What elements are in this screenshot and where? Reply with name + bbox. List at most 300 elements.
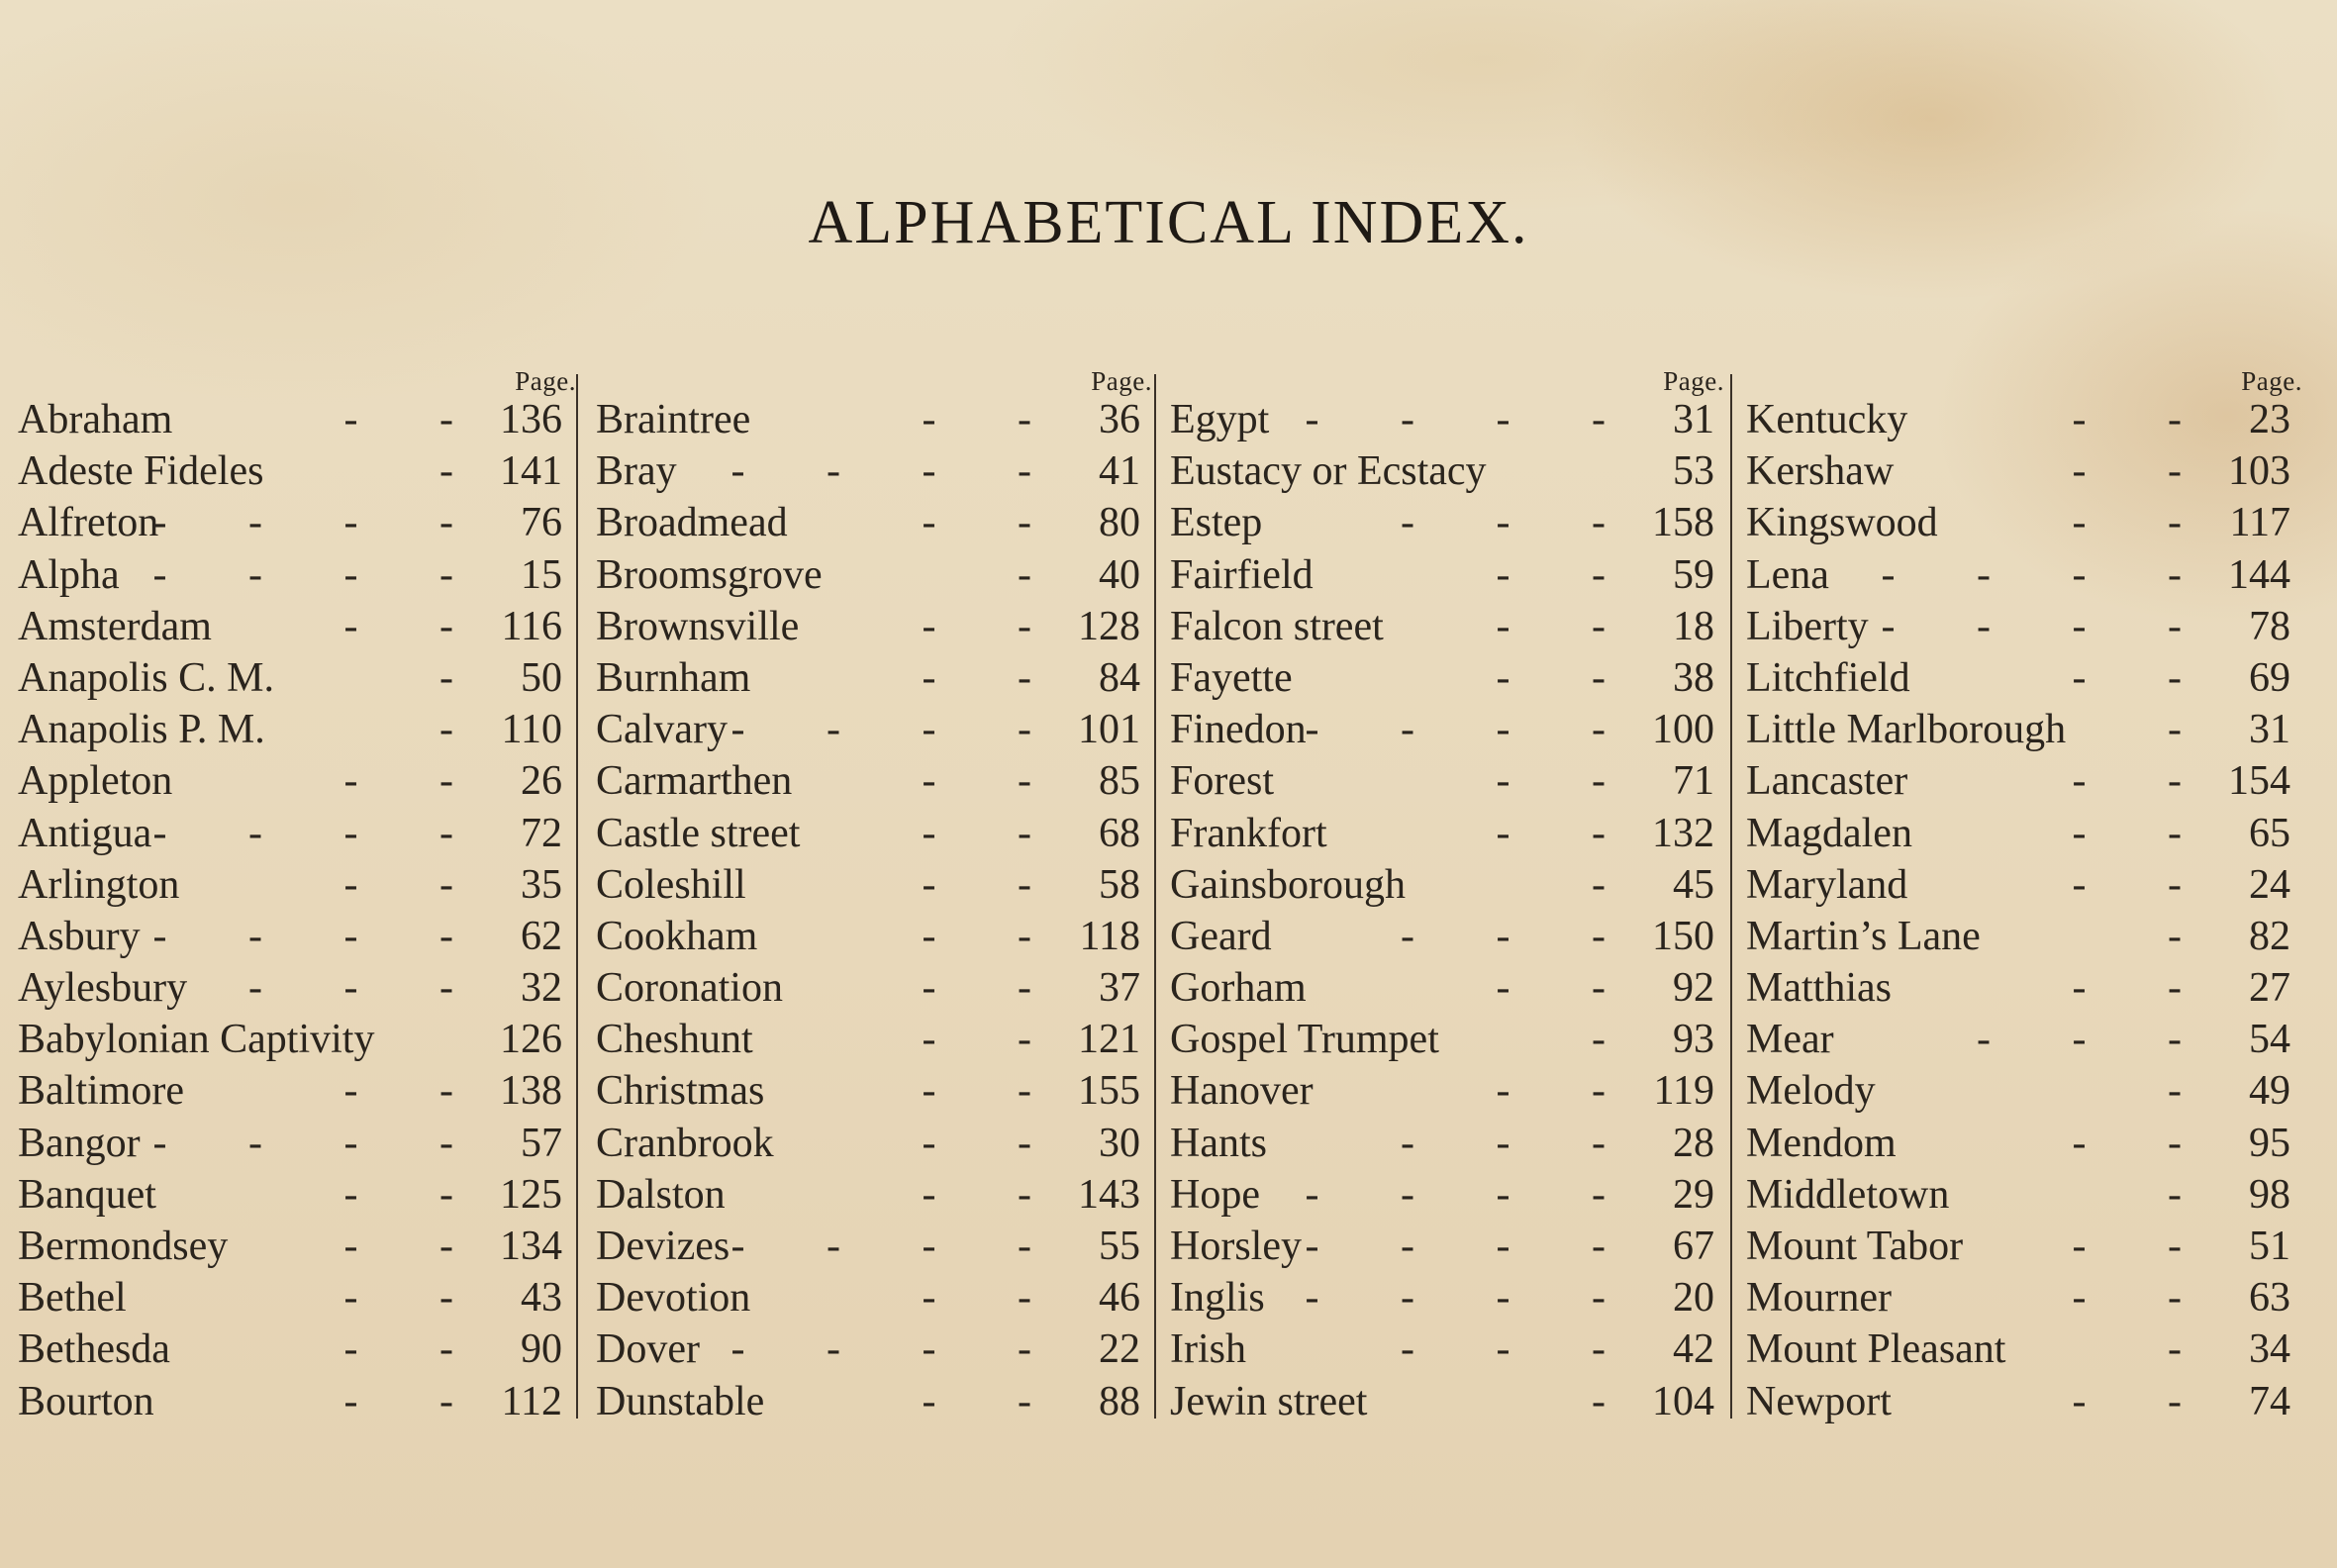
index-entry — [1170, 394, 1720, 445]
entry-page-number: 55 — [1099, 1224, 1140, 1269]
entry-name: Calvary — [596, 707, 728, 753]
index-entry — [18, 652, 568, 704]
index-entry — [1746, 808, 2296, 859]
entry-name: Little Marlborough — [1746, 707, 2067, 753]
index-entry — [1170, 1065, 1720, 1117]
leader-dashes: - - - - — [1305, 397, 1641, 442]
entry-name: Bangor — [18, 1120, 141, 1166]
leader-dashes: - - — [922, 1068, 1067, 1115]
entry-name: Forest — [1170, 758, 1274, 805]
entry-name: Antigua — [18, 810, 152, 856]
leader-dashes: - - - — [1401, 1120, 1641, 1166]
leader-dashes: - - — [2072, 1120, 2217, 1166]
entry-page-number: 67 — [1673, 1224, 1714, 1269]
entry-page-number: 117 — [2229, 500, 2290, 546]
page-title: ALPHABETICAL INDEX. — [808, 189, 1529, 256]
entry-page-number: 76 — [521, 500, 562, 546]
leader-dashes: - - - - — [730, 1326, 1067, 1373]
entry-name: Christmas — [596, 1068, 765, 1115]
entry-name: Mourner — [1746, 1275, 1892, 1322]
index-entry — [596, 497, 1146, 548]
index-entry — [1746, 755, 2296, 807]
entry-page-number: 95 — [2249, 1120, 2290, 1166]
entry-name: Devizes — [596, 1224, 730, 1269]
entry-name: Newport — [1746, 1378, 1892, 1424]
entry-name: Appleton — [18, 758, 173, 805]
entry-page-number: 42 — [1673, 1326, 1714, 1373]
leader-dashes: - — [1592, 1378, 1641, 1424]
entry-page-number: 128 — [1078, 603, 1140, 649]
entry-page-number: 88 — [1099, 1378, 1140, 1424]
leader-dashes: - — [2168, 1171, 2217, 1218]
column-divider — [576, 374, 578, 1419]
index-entry — [1170, 962, 1720, 1014]
index-entry — [18, 1014, 568, 1065]
entry-page-number: 24 — [2249, 861, 2290, 908]
leader-dashes: - - — [922, 913, 1067, 959]
entry-name: Gorham — [1170, 965, 1307, 1012]
entry-page-number: 136 — [500, 397, 562, 442]
entry-page-number: 158 — [1652, 500, 1714, 546]
index-entry — [1170, 808, 1720, 859]
leader-dashes: - - — [343, 1224, 489, 1269]
index-entry — [596, 808, 1146, 859]
entry-name: Coleshill — [596, 861, 746, 908]
index-entry — [18, 962, 568, 1014]
entry-name: Estep — [1170, 500, 1263, 546]
entry-name: Fairfield — [1170, 551, 1314, 598]
entry-page-number: 37 — [1099, 965, 1140, 1012]
index-entry — [596, 911, 1146, 962]
entry-page-number: 118 — [1079, 913, 1140, 959]
entry-name: Mendom — [1746, 1120, 1897, 1166]
page-column-header: Page. — [515, 366, 576, 396]
index-entry — [18, 497, 568, 548]
entry-page-number: 92 — [1673, 965, 1714, 1012]
entry-name: Anapolis C. M. — [18, 654, 275, 701]
leader-dashes: - - - - — [1305, 1275, 1641, 1322]
index-entry — [18, 1323, 568, 1375]
index-entry — [1746, 1272, 2296, 1323]
entry-page-number: 34 — [2249, 1326, 2290, 1373]
entry-page-number: 82 — [2249, 913, 2290, 959]
index-entry — [1170, 755, 1720, 807]
entry-page-number: 41 — [1099, 448, 1140, 495]
leader-dashes: - - — [343, 1326, 489, 1373]
entry-page-number: 93 — [1673, 1017, 1714, 1063]
index-entry — [596, 1323, 1146, 1375]
entry-page-number: 119 — [1653, 1068, 1714, 1115]
entry-name: Horsley — [1170, 1224, 1302, 1269]
leader-dashes: - - — [1496, 603, 1641, 649]
entry-page-number: 18 — [1673, 603, 1714, 649]
leader-dashes: - - — [922, 1378, 1067, 1424]
leader-dashes: - - - — [1401, 913, 1641, 959]
entry-name: Finedon — [1170, 707, 1307, 753]
index-entry — [596, 704, 1146, 755]
leader-dashes: - - - — [1401, 500, 1641, 546]
leader-dashes: - - — [343, 1171, 489, 1218]
entry-page-number: 35 — [521, 861, 562, 908]
entry-page-number: 54 — [2249, 1017, 2290, 1063]
entry-page-number: 46 — [1099, 1275, 1140, 1322]
entry-page-number: 20 — [1673, 1275, 1714, 1322]
entry-page-number: 104 — [1652, 1378, 1714, 1424]
entry-page-number: 22 — [1099, 1326, 1140, 1373]
index-entry — [596, 445, 1146, 497]
index-entry — [18, 1065, 568, 1117]
entry-name: Kentucky — [1746, 397, 1908, 442]
entry-name: Mount Pleasant — [1746, 1326, 2006, 1373]
entry-page-number: 143 — [1078, 1171, 1140, 1218]
entry-name: Egypt — [1170, 397, 1270, 442]
index-entry — [18, 394, 568, 445]
entry-page-number: 84 — [1099, 654, 1140, 701]
leader-dashes: - - — [1496, 810, 1641, 856]
entry-name: Cookham — [596, 913, 758, 959]
entry-page-number: 121 — [1078, 1017, 1140, 1063]
entry-page-number: 50 — [521, 654, 562, 701]
entry-name: Braintree — [596, 397, 751, 442]
index-entry — [18, 859, 568, 911]
entry-name: Banquet — [18, 1171, 156, 1218]
entry-name: Dalston — [596, 1171, 726, 1218]
leader-dashes: - - — [922, 810, 1067, 856]
leader-dashes: - - - — [1401, 1326, 1641, 1373]
index-entry — [1170, 911, 1720, 962]
entry-page-number: 141 — [500, 448, 562, 495]
leader-dashes: - - — [922, 397, 1067, 442]
index-entry — [18, 911, 568, 962]
leader-dashes: - - — [2072, 448, 2217, 495]
leader-dashes: - — [2168, 1068, 2217, 1115]
index-entry — [1170, 497, 1720, 548]
leader-dashes: - - — [922, 1171, 1067, 1218]
entry-name: Kingswood — [1746, 500, 1938, 546]
entry-page-number: 72 — [521, 810, 562, 856]
entry-page-number: 100 — [1652, 707, 1714, 753]
leader-dashes: - - — [1496, 758, 1641, 805]
entry-name: Geard — [1170, 913, 1272, 959]
entry-page-number: 32 — [521, 965, 562, 1012]
entry-name: Inglis — [1170, 1275, 1265, 1322]
index-entry — [596, 1118, 1146, 1169]
index-entry — [596, 859, 1146, 911]
entry-page-number: 49 — [2249, 1068, 2290, 1115]
entry-page-number: 98 — [2249, 1171, 2290, 1218]
entry-page-number: 126 — [500, 1017, 562, 1063]
leader-dashes: - - — [1496, 551, 1641, 598]
leader-dashes: - - — [2072, 810, 2217, 856]
index-entry — [596, 962, 1146, 1014]
leader-dashes: - - — [1496, 965, 1641, 1012]
leader-dashes: - - — [922, 1275, 1067, 1322]
entry-page-number: 103 — [2228, 448, 2290, 495]
entry-name: Castle street — [596, 810, 801, 856]
leader-dashes: - - - — [1977, 1017, 2217, 1063]
index-entry — [1746, 652, 2296, 704]
index-entry — [596, 601, 1146, 652]
leader-dashes: - - — [2072, 758, 2217, 805]
index-entry — [18, 755, 568, 807]
column-divider — [1730, 374, 1732, 1419]
index-entry — [18, 549, 568, 601]
index-entry — [1746, 1118, 2296, 1169]
index-entry — [596, 549, 1146, 601]
index-entry — [18, 601, 568, 652]
index-entry — [1746, 1169, 2296, 1221]
entry-name: Matthias — [1746, 965, 1892, 1012]
leader-dashes: - — [1592, 1017, 1641, 1063]
leader-dashes: - - — [1496, 654, 1641, 701]
entry-name: Cheshunt — [596, 1017, 753, 1063]
page-column-header: Page. — [2241, 366, 2302, 396]
index-entry — [1170, 1323, 1720, 1375]
entry-name: Middletown — [1746, 1171, 1950, 1218]
index-entry — [1746, 1014, 2296, 1065]
entry-page-number: 59 — [1673, 551, 1714, 598]
index-entry — [1746, 1376, 2296, 1427]
index-entry — [1170, 1169, 1720, 1221]
entry-name: Litchfield — [1746, 654, 1910, 701]
leader-dashes: - — [2168, 707, 2217, 753]
entry-page-number: 23 — [2249, 397, 2290, 442]
leader-dashes: - - — [2072, 965, 2217, 1012]
entry-name: Carmarthen — [596, 758, 793, 805]
entry-name: Bethesda — [18, 1326, 170, 1373]
leader-dashes: - - - - — [730, 707, 1067, 753]
index-entry — [1170, 601, 1720, 652]
entry-page-number: 38 — [1673, 654, 1714, 701]
entry-page-number: 31 — [2249, 707, 2290, 753]
entry-page-number: 125 — [500, 1171, 562, 1218]
entry-name: Bourton — [18, 1378, 154, 1424]
entry-name: Broadmead — [596, 500, 788, 546]
column-divider — [1154, 374, 1156, 1419]
index-entry — [1170, 1118, 1720, 1169]
entry-page-number: 112 — [501, 1378, 562, 1424]
index-entry — [1746, 549, 2296, 601]
entry-name: Broomsgrove — [596, 551, 823, 598]
page-column-header: Page. — [1663, 366, 1724, 396]
index-entry — [1746, 911, 2296, 962]
leader-dashes: - - — [2072, 1378, 2217, 1424]
entry-page-number: 74 — [2249, 1378, 2290, 1424]
entry-name: Maryland — [1746, 861, 1908, 908]
entry-name: Abraham — [18, 397, 173, 442]
leader-dashes: - - — [1496, 1068, 1641, 1115]
page-column-header: Page. — [1091, 366, 1152, 396]
entry-name: Hope — [1170, 1171, 1260, 1218]
entry-name: Bermondsey — [18, 1224, 229, 1269]
entry-name: Hanover — [1170, 1068, 1314, 1115]
leader-dashes: - - — [343, 1378, 489, 1424]
entry-page-number: 29 — [1673, 1171, 1714, 1218]
entry-page-number: 36 — [1099, 397, 1140, 442]
leader-dashes: - - - - — [152, 500, 489, 546]
entry-page-number: 85 — [1099, 758, 1140, 805]
entry-page-number: 15 — [521, 551, 562, 598]
entry-name: Asbury — [18, 913, 141, 959]
index-entry — [1746, 445, 2296, 497]
entry-page-number: 40 — [1099, 551, 1140, 598]
index-entry — [596, 394, 1146, 445]
leader-dashes: - - - - — [152, 810, 489, 856]
leader-dashes: - - - - — [1305, 1224, 1641, 1269]
entry-name: Kershaw — [1746, 448, 1895, 495]
leader-dashes: - - — [922, 861, 1067, 908]
index-entry — [18, 1272, 568, 1323]
leader-dashes: - - — [343, 1275, 489, 1322]
leader-dashes: - - — [2072, 500, 2217, 546]
index-entry — [1746, 497, 2296, 548]
entry-name: Eustacy or Ecstacy — [1170, 448, 1487, 495]
index-entry — [1746, 859, 2296, 911]
entry-name: Brownsville — [596, 603, 800, 649]
leader-dashes: - - - - — [152, 913, 489, 959]
entry-page-number: 154 — [2228, 758, 2290, 805]
index-entry — [1170, 859, 1720, 911]
index-entry — [1170, 1376, 1720, 1427]
entry-page-number: 26 — [521, 758, 562, 805]
index-entry — [18, 808, 568, 859]
entry-name: Jewin street — [1170, 1378, 1368, 1424]
entry-page-number: 27 — [2249, 965, 2290, 1012]
entry-name: Bethel — [18, 1275, 127, 1322]
entry-name: Anapolis P. M. — [18, 707, 265, 753]
entry-name: Lena — [1746, 551, 1829, 598]
entry-name: Lancaster — [1746, 758, 1908, 805]
leader-dashes: - — [1018, 551, 1067, 598]
entry-page-number: 71 — [1673, 758, 1714, 805]
entry-name: Bray — [596, 448, 677, 495]
entry-page-number: 78 — [2249, 603, 2290, 649]
index-entry — [1746, 1065, 2296, 1117]
entry-name: Aylesbury — [18, 965, 188, 1012]
index-entry — [596, 1169, 1146, 1221]
entry-page-number: 144 — [2228, 551, 2290, 598]
entry-page-number: 65 — [2249, 810, 2290, 856]
index-entry — [1170, 1014, 1720, 1065]
index-entry — [596, 1272, 1146, 1323]
leader-dashes: - - — [343, 603, 489, 649]
leader-dashes: - - - - — [730, 1224, 1067, 1269]
leader-dashes: - - — [2072, 1275, 2217, 1322]
index-entry — [1170, 549, 1720, 601]
entry-name: Gospel Trumpet — [1170, 1017, 1439, 1063]
entry-page-number: 43 — [521, 1275, 562, 1322]
leader-dashes: - - — [343, 1068, 489, 1115]
entry-page-number: 57 — [521, 1120, 562, 1166]
entry-name: Burnham — [596, 654, 751, 701]
entry-name: Amsterdam — [18, 603, 212, 649]
entry-name: Dover — [596, 1326, 700, 1373]
index-entry — [18, 1169, 568, 1221]
index-entry — [596, 652, 1146, 704]
index-entry — [1170, 652, 1720, 704]
entry-name: Alpha — [18, 551, 120, 598]
entry-name: Dunstable — [596, 1378, 765, 1424]
leader-dashes: - - - - — [152, 1120, 489, 1166]
entry-name: Gainsborough — [1170, 861, 1406, 908]
index-entry — [596, 1014, 1146, 1065]
entry-name: Babylonian Captivity — [18, 1017, 375, 1063]
entry-name: Coronation — [596, 965, 783, 1012]
index-entry — [18, 1118, 568, 1169]
leader-dashes: - - - - — [1881, 603, 2217, 649]
leader-dashes: - — [439, 654, 489, 701]
leader-dashes: - — [1592, 861, 1641, 908]
entry-page-number: 132 — [1652, 810, 1714, 856]
index-entry — [1170, 1272, 1720, 1323]
leader-dashes: - - — [2072, 1224, 2217, 1269]
leader-dashes: - - — [922, 965, 1067, 1012]
index-list — [596, 394, 1146, 1427]
index-entry — [1746, 1323, 2296, 1375]
leader-dashes: - - — [922, 654, 1067, 701]
index-entry — [1746, 601, 2296, 652]
index-entry — [1746, 962, 2296, 1014]
index-entry — [1746, 1221, 2296, 1272]
entry-name: Frankfort — [1170, 810, 1327, 856]
index-entry — [18, 1221, 568, 1272]
leader-dashes: - - - — [248, 965, 489, 1012]
leader-dashes: - - — [922, 500, 1067, 546]
index-entry — [596, 1376, 1146, 1427]
entry-page-number: 138 — [500, 1068, 562, 1115]
entry-page-number: 69 — [2249, 654, 2290, 701]
index-entry — [596, 1221, 1146, 1272]
entry-name: Mount Tabor — [1746, 1224, 1964, 1269]
leader-dashes: - — [439, 448, 489, 495]
leader-dashes: - - — [922, 1120, 1067, 1166]
entry-name: Arlington — [18, 861, 180, 908]
entry-page-number: 63 — [2249, 1275, 2290, 1322]
index-entry — [1746, 704, 2296, 755]
leader-dashes: - — [439, 707, 489, 753]
entry-page-number: 110 — [501, 707, 562, 753]
entry-page-number: 90 — [521, 1326, 562, 1373]
index-entry — [1170, 704, 1720, 755]
leader-dashes: - - - - — [730, 448, 1067, 495]
entry-page-number: 58 — [1099, 861, 1140, 908]
entry-page-number: 31 — [1673, 397, 1714, 442]
leader-dashes: - - — [343, 397, 489, 442]
entry-page-number: 80 — [1099, 500, 1140, 546]
index-entry — [1170, 1221, 1720, 1272]
entry-name: Falcon street — [1170, 603, 1384, 649]
leader-dashes: - - — [343, 758, 489, 805]
entry-name: Martin’s Lane — [1746, 913, 1981, 959]
leader-dashes: - - — [922, 603, 1067, 649]
entry-name: Devotion — [596, 1275, 751, 1322]
leader-dashes: - - - - — [1305, 1171, 1641, 1218]
entry-page-number: 116 — [501, 603, 562, 649]
entry-name: Magdalen — [1746, 810, 1912, 856]
leader-dashes: - - — [2072, 654, 2217, 701]
entry-name: Cranbrook — [596, 1120, 774, 1166]
entry-name: Irish — [1170, 1326, 1246, 1373]
entry-page-number: 150 — [1652, 913, 1714, 959]
index-entry — [18, 445, 568, 497]
entry-name: Melody — [1746, 1068, 1876, 1115]
entry-page-number: 155 — [1078, 1068, 1140, 1115]
index-entry — [1170, 445, 1720, 497]
entry-page-number: 134 — [500, 1224, 562, 1269]
entry-page-number: 30 — [1099, 1120, 1140, 1166]
leader-dashes: - — [2168, 1326, 2217, 1373]
index-list — [1746, 394, 2296, 1427]
